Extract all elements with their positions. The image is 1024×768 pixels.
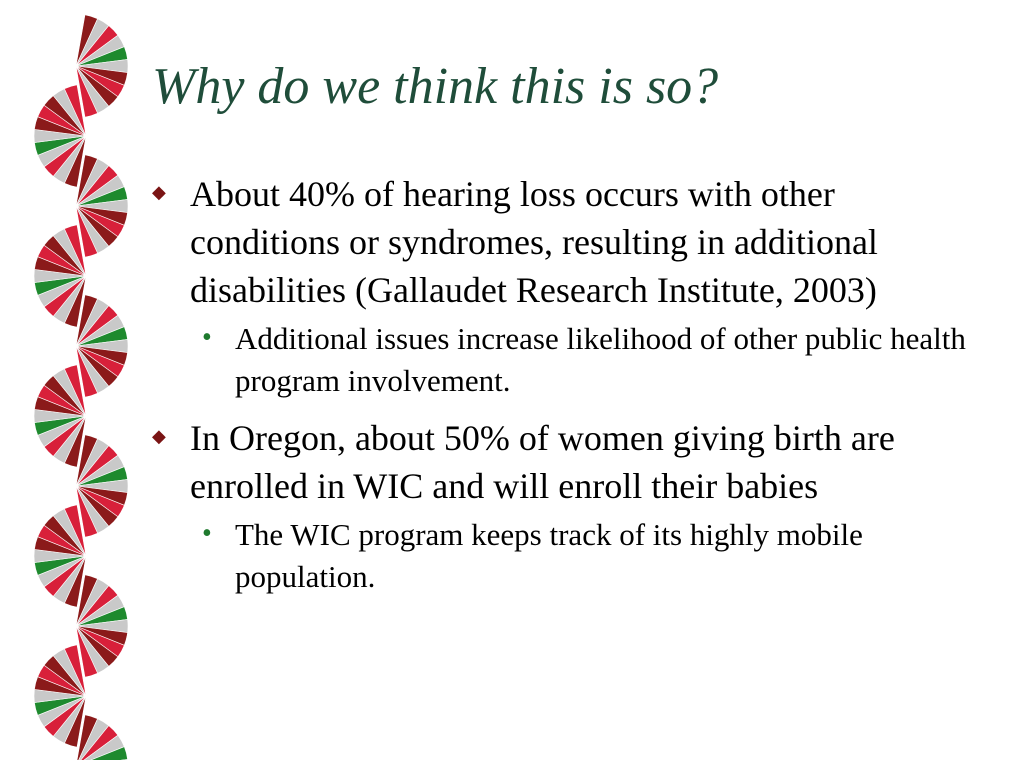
bullet-item — [150, 414, 990, 510]
sub-bullet-text: Additional issues increase likelihood of other public health program involvement. — [235, 321, 966, 398]
fan-shape — [34, 505, 86, 607]
fan-shape — [34, 85, 86, 187]
dot-bullet-icon: • — [202, 518, 212, 549]
bullet-item — [150, 170, 990, 314]
bullet-text: About 40% of hearing loss occurs with other conditions or syndromes, resulting in additional disabilities (Gallaudet Research Institute, 2003) — [190, 174, 878, 310]
slide-title: Why do we think this is so? — [152, 58, 719, 115]
decorative-fan-border — [28, 8, 132, 760]
fan-shape — [34, 365, 86, 467]
sub-bullet-item — [150, 514, 990, 598]
fan-shape — [76, 15, 128, 117]
fan-shape — [76, 575, 128, 677]
fan-shape — [76, 295, 128, 397]
fan-shape — [34, 225, 86, 327]
sub-bullet-item — [150, 318, 990, 402]
fan-shape — [76, 155, 128, 257]
bullet-list — [150, 170, 990, 610]
sub-bullet-text: The WIC program keeps track of its highly mobile population. — [235, 517, 863, 594]
fan-shape — [76, 715, 128, 760]
fan-shape — [76, 435, 128, 537]
diamond-bullet-icon: ◆ — [152, 182, 166, 202]
diamond-bullet-icon: ◆ — [152, 426, 166, 446]
dot-bullet-icon: • — [202, 322, 212, 353]
bullet-text: In Oregon, about 50% of women giving birth are enrolled in WIC and will enroll their babies — [190, 418, 895, 506]
fan-shape — [34, 645, 86, 747]
